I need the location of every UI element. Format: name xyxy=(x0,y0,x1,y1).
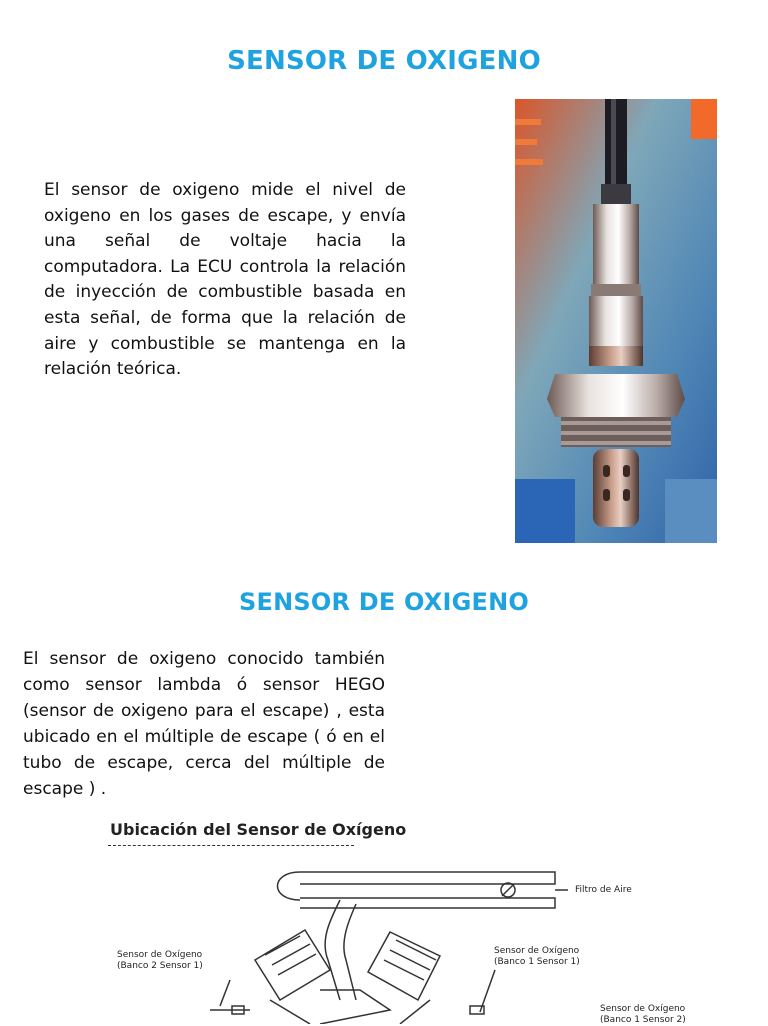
oxygen-sensor-photo xyxy=(515,99,717,543)
label-bank1-sensor1-line1: Sensor de Oxígeno xyxy=(494,946,580,956)
label-bank2-sensor1-line1: Sensor de Oxígeno xyxy=(117,950,203,960)
label-bank1-sensor2 xyxy=(600,1004,686,1026)
label-air-filter: Filtro de Aire xyxy=(575,885,632,895)
label-bank1-sensor1-line2: (Banco 1 Sensor 1) xyxy=(494,957,580,967)
diagram-title-underline xyxy=(108,845,354,846)
description-paragraph-1: El sensor de oxigeno mide el nivel de oxigeno en los gases de escape, y envía una señal de voltaje hacia la computadora. La ECU controla la relación de inyección de combustible basada en esta señal, de forma que la relación de aire y combustible se mantenga en la relación teórica. xyxy=(44,180,406,380)
label-bank1-sensor1 xyxy=(494,946,580,968)
label-bank2-sensor1-line2: (Banco 2 Sensor 1) xyxy=(117,961,203,971)
label-bank1-sensor2-line2: (Banco 1 Sensor 2) xyxy=(600,1015,686,1025)
diagram-title: Ubicación del Sensor de Oxígeno xyxy=(110,820,407,839)
page-title-2: SENSOR DE OXIGENO xyxy=(239,588,529,616)
description-paragraph-2: El sensor de oxigeno conocido también como sensor lambda ó sensor HEGO (sensor de oxigeno para el escape) , esta ubicado en el múltiple de escape ( ó en el tubo de escape, cerca del múltiple de escape ) . xyxy=(23,649,385,799)
label-bank1-sensor2-line1: Sensor de Oxígeno xyxy=(600,1004,686,1014)
label-bank2-sensor1 xyxy=(117,950,203,972)
page-title-1: SENSOR DE OXIGENO xyxy=(227,46,541,76)
